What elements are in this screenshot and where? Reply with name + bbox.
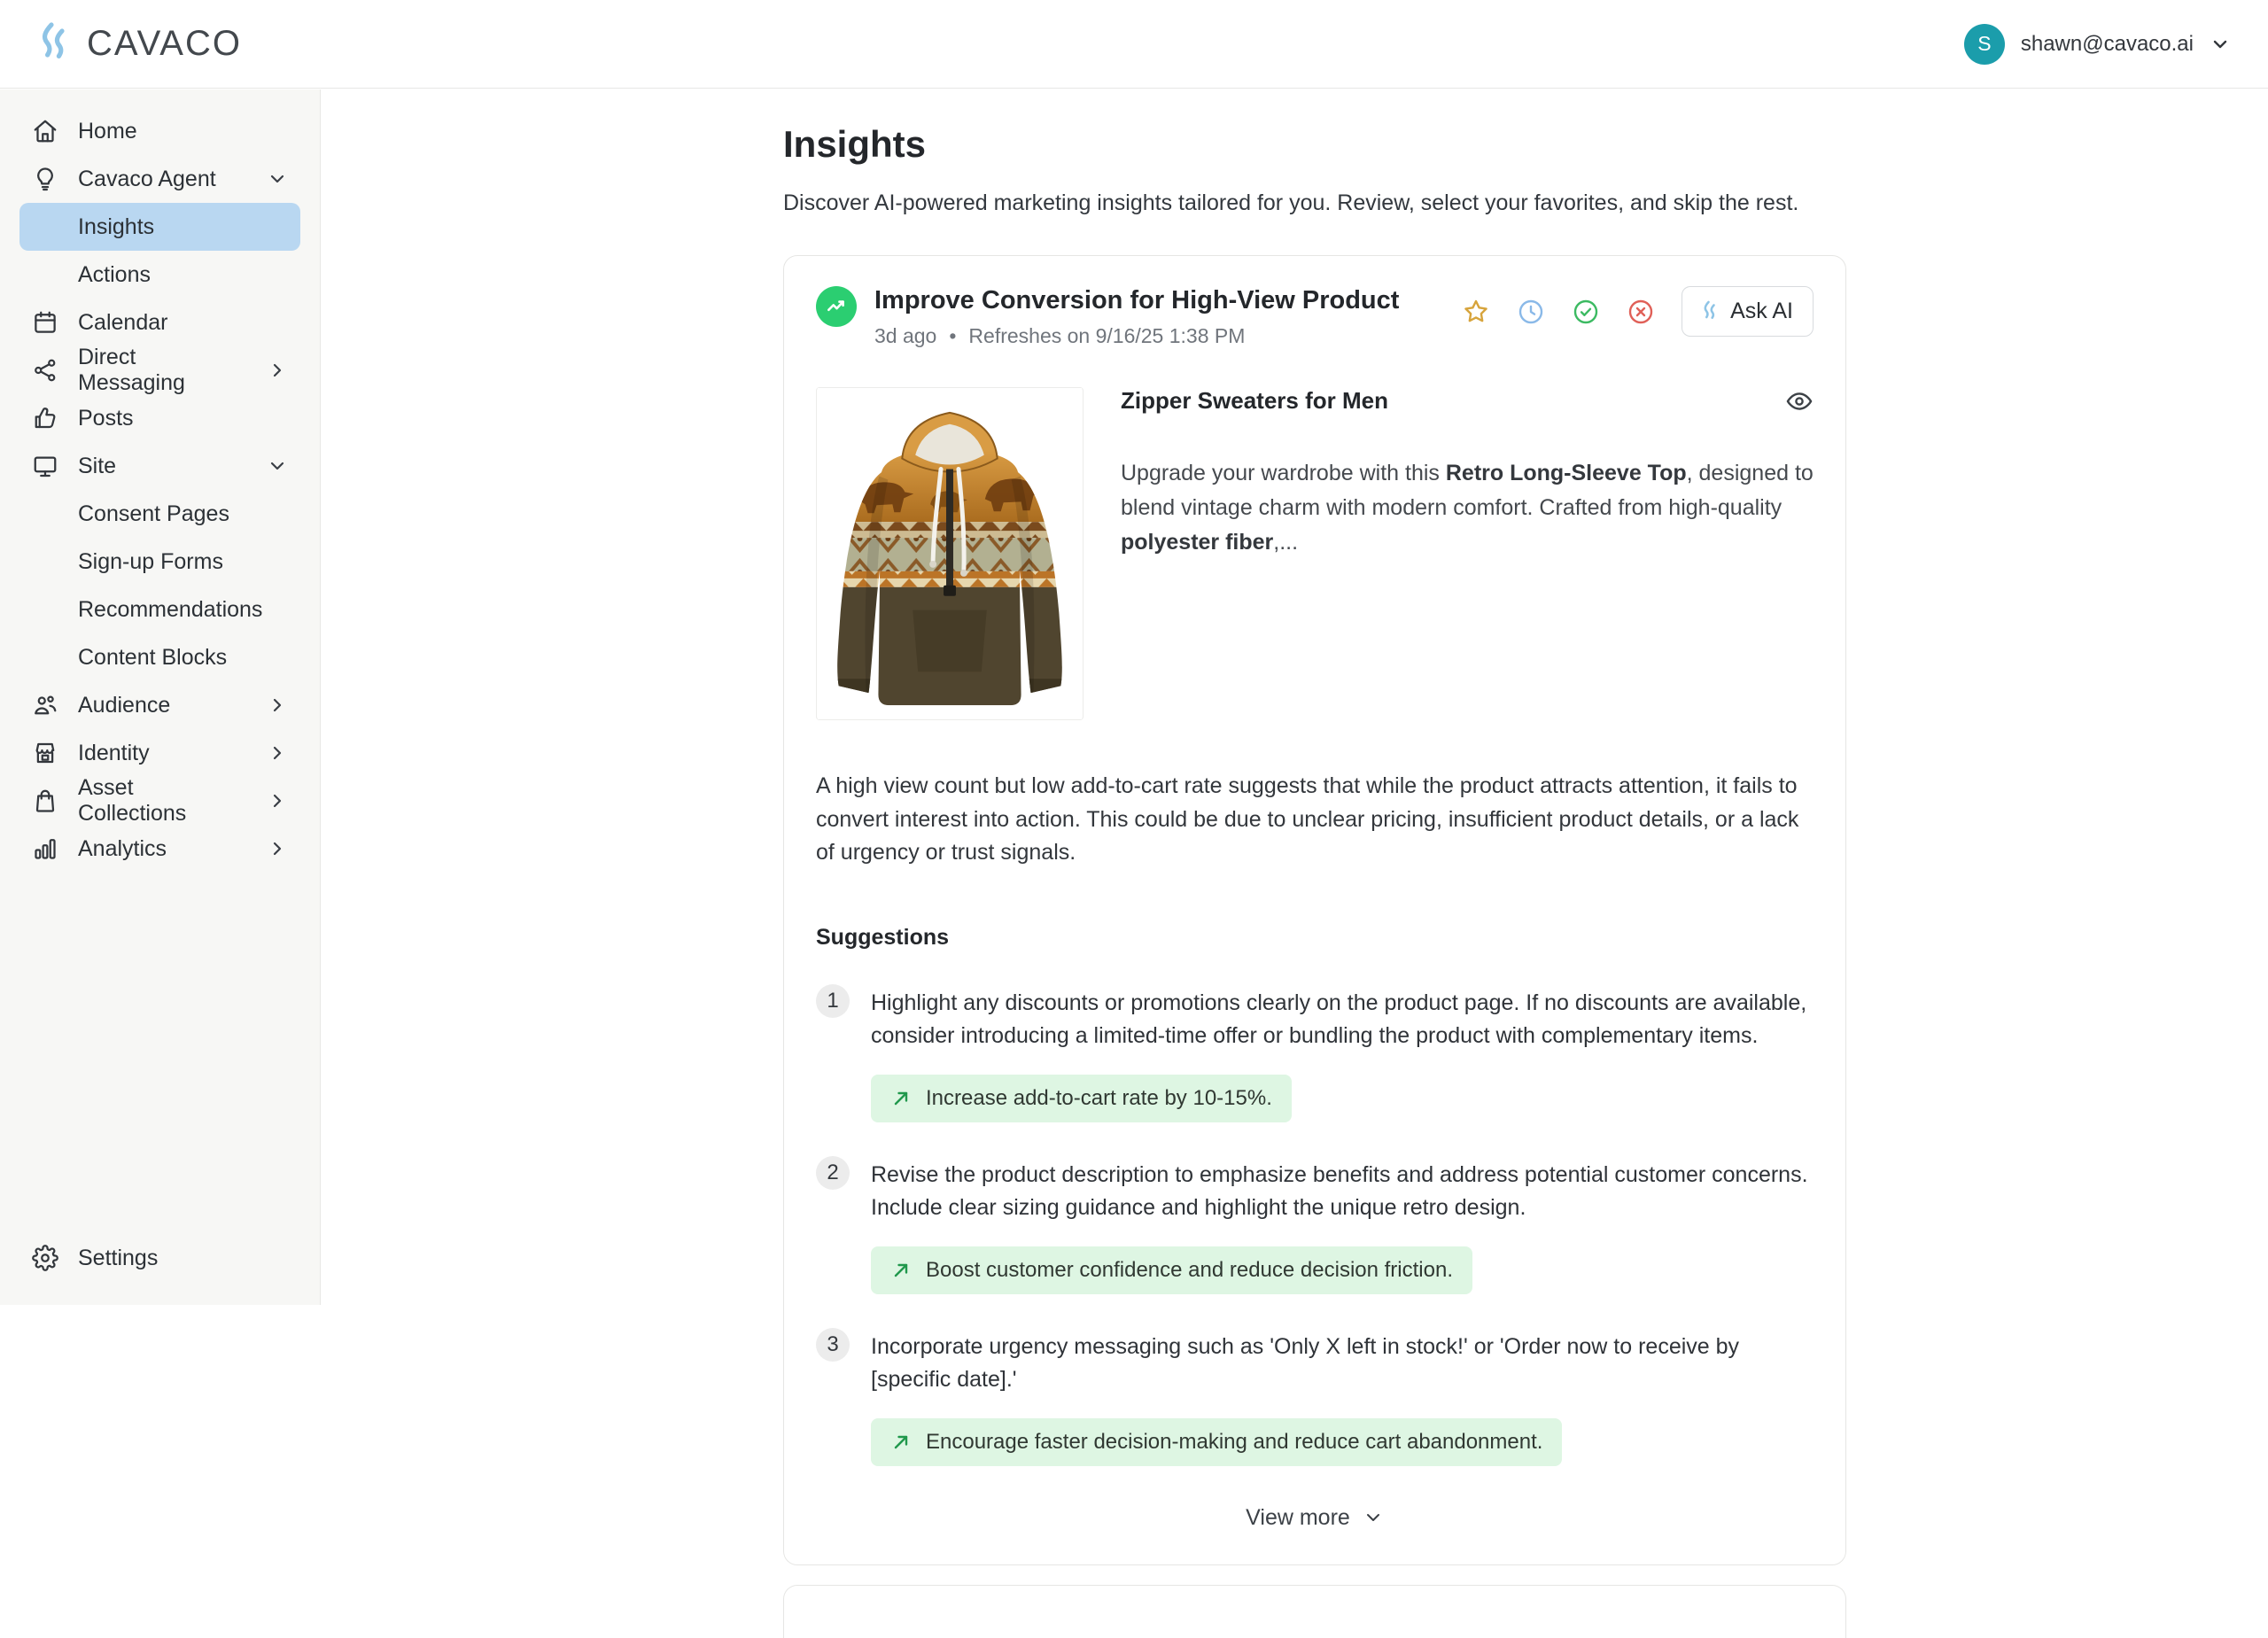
sidebar-item-label: Audience [78, 692, 171, 718]
shopping-bag-icon [32, 788, 58, 814]
product-description: Upgrade your wardrobe with this Retro Long-Sleeve Top, designed to blend vintage charm with modern comfort. Crafted from high-quality polyester fiber,... [1121, 461, 1814, 555]
product-desc-bold: Retro Long-Sleeve Top [1445, 461, 1687, 485]
insight-card [783, 255, 1846, 1565]
suggestion-text: Revise the product description to emphasize benefits and address potential customer concerns. Include clear sizing guidance and highlight the unique retro design. [871, 1161, 1808, 1220]
impact-badge [871, 1418, 1562, 1466]
sidebar-item-label: Asset Collections [78, 775, 187, 826]
sidebar-item-label: Actions [78, 261, 151, 287]
sidebar-item-home[interactable] [19, 107, 300, 155]
meta-separator: • [949, 324, 957, 347]
sidebar [0, 89, 321, 1305]
sidebar-item-direct-messaging[interactable] [19, 346, 300, 394]
sidebar-item-label: Home [78, 118, 137, 144]
page-title: Insights [783, 123, 927, 165]
page-subtitle: Discover AI-powered marketing insights tailored for you. Review, select your favorites, and skip the rest. [783, 190, 1799, 215]
storefront-icon [32, 740, 58, 766]
impact-badge [871, 1246, 1472, 1294]
arrow-up-right-icon [890, 1260, 912, 1281]
star-icon[interactable] [1462, 298, 1490, 326]
sidebar-item-consent-pages[interactable] [19, 490, 300, 538]
sidebar-item-label: Direct Messaging [78, 345, 185, 395]
sidebar-item-content-blocks[interactable] [19, 633, 300, 681]
insight-actions [1462, 286, 1814, 337]
chevron-down-icon [267, 168, 288, 190]
chevron-right-icon [267, 790, 288, 811]
chevron-down-icon [1363, 1507, 1384, 1528]
sidebar-item-asset-collections[interactable] [19, 777, 300, 825]
impact-text: Encourage faster decision-making and reduce cart abandonment. [926, 1429, 1543, 1454]
calendar-icon [32, 309, 58, 336]
sidebar-item-label: Cavaco Agent [78, 166, 216, 191]
insight-age: 3d ago [874, 324, 937, 347]
impact-text: Increase add-to-cart rate by 10-15%. [926, 1085, 1272, 1110]
suggestion-item [816, 1156, 1814, 1294]
thumbs-up-icon [32, 405, 58, 431]
sidebar-item-label: Sign-up Forms [78, 548, 223, 574]
impact-text: Boost customer confidence and reduce decision friction. [926, 1257, 1453, 1282]
suggestion-number: 1 [816, 984, 850, 1018]
sidebar-item-label: Recommendations [78, 596, 263, 622]
sidebar-item-actions[interactable] [19, 251, 300, 299]
clock-icon[interactable] [1517, 298, 1545, 326]
insight-refresh: Refreshes on 9/16/25 1:38 PM [968, 324, 1246, 347]
ask-ai-button[interactable] [1682, 286, 1814, 337]
sidebar-item-calendar[interactable] [19, 299, 300, 346]
share-icon [32, 357, 58, 384]
arrow-up-right-icon [890, 1432, 912, 1453]
sidebar-item-analytics[interactable] [19, 825, 300, 873]
brand-logo [37, 21, 242, 67]
insight-meta [874, 324, 1399, 348]
flame-icon [37, 21, 74, 67]
view-more-label: View more [1246, 1504, 1350, 1530]
chevron-down-icon [2210, 34, 2231, 55]
product-name: Zipper Sweaters for Men [1121, 387, 1388, 414]
view-more-button[interactable] [816, 1505, 1814, 1531]
sidebar-item-site[interactable] [19, 442, 300, 490]
sidebar-item-label: Consent Pages [78, 501, 229, 526]
sidebar-item-posts[interactable] [19, 394, 300, 442]
product-image [816, 387, 1084, 720]
chevron-right-icon [267, 695, 288, 716]
sidebar-item-label: Content Blocks [78, 644, 228, 670]
avatar[interactable]: S [1964, 24, 2005, 65]
impact-badge [871, 1075, 1292, 1122]
chevron-right-icon [267, 360, 288, 381]
sidebar-item-label: Analytics [78, 835, 167, 861]
suggestion-item [816, 1328, 1814, 1466]
suggestions-heading: Suggestions [816, 924, 950, 950]
user-menu[interactable] [1964, 24, 2231, 65]
flame-icon [1702, 300, 1720, 323]
product-desc-bold: polyester fiber [1121, 529, 1274, 555]
lightbulb-icon [32, 166, 58, 192]
suggestion-text: Incorporate urgency messaging such as 'Only X left in stock!' or 'Order now to receive by [specific date].' [871, 1333, 1740, 1392]
suggestion-item [816, 984, 1814, 1122]
sidebar-item-audience[interactable] [19, 681, 300, 729]
suggestion-text: Highlight any discounts or promotions clearly on the product page. If no discounts are available, consider introducing a limited-time offer or bundling the product with complementary items. [871, 990, 1807, 1048]
sidebar-item-label: Calendar [78, 309, 168, 335]
chevron-right-icon [267, 742, 288, 764]
trending-up-icon [816, 286, 857, 327]
sidebar-item-label: Settings [78, 1245, 159, 1270]
sidebar-item-settings[interactable] [19, 1234, 300, 1282]
top-bar [0, 0, 2268, 89]
sidebar-item-label: Identity [78, 740, 150, 765]
suggestion-number: 3 [816, 1328, 850, 1362]
insight-analysis: A high view count but low add-to-cart rate suggests that while the product attracts attention, it fails to convert interest into action. This could be due to unclear pricing, insufficient product details, or a lack of urgency or trust signals. [816, 773, 1799, 865]
user-email: shawn@cavaco.ai [2020, 31, 2194, 56]
brand-name: CAVACO [87, 24, 242, 63]
sidebar-item-recommendations[interactable] [19, 586, 300, 633]
approve-circle-icon[interactable] [1572, 298, 1600, 326]
eye-icon[interactable] [1785, 387, 1814, 415]
monitor-icon [32, 453, 58, 479]
sidebar-item-signup-forms[interactable] [19, 538, 300, 586]
chevron-right-icon [267, 838, 288, 859]
sidebar-item-label: Insights [78, 213, 155, 239]
sidebar-item-label: Site [78, 453, 117, 478]
sidebar-item-identity[interactable] [19, 729, 300, 777]
sidebar-item-label: Posts [78, 405, 134, 431]
insight-card-header [816, 286, 1814, 348]
main-content [322, 89, 2268, 1530]
insight-title: Improve Conversion for High-View Product [874, 286, 1400, 314]
reject-circle-icon[interactable] [1627, 298, 1655, 326]
ask-ai-label: Ask AI [1730, 299, 1793, 323]
sidebar-item-insights[interactable] [19, 203, 300, 251]
next-insight-card [783, 1585, 1846, 1638]
bar-chart-icon [32, 835, 58, 862]
suggestion-number: 2 [816, 1156, 850, 1190]
arrow-up-right-icon [890, 1088, 912, 1109]
gear-icon [32, 1245, 58, 1271]
sidebar-item-cavaco-agent[interactable] [19, 155, 300, 203]
home-icon [32, 118, 58, 144]
users-icon [32, 692, 58, 718]
chevron-down-icon [267, 455, 288, 477]
